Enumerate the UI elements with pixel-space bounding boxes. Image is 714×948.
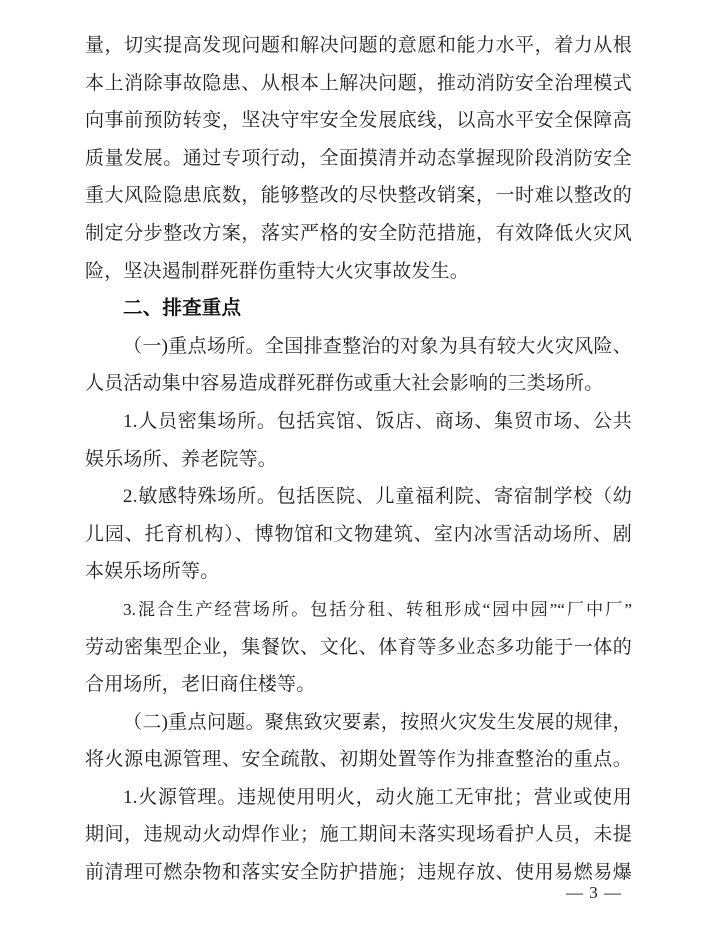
text-line: 前清理可燃杂物和落实安全防护措施；违规存放、使用易燃易爆	[85, 862, 632, 884]
text-line: （二)重点问题。聚焦致灾要素，按照火灾发生发展的规律，	[123, 711, 632, 733]
text-line: 合用场所，老旧商住楼等。	[85, 674, 316, 696]
text-line: 重大风险隐患底数，能够整改的尽快整改销案，一时难以整改的	[85, 185, 632, 207]
text-line: 1.火源管理。违规使用明火，动火施工无审批；营业或使用	[123, 786, 632, 808]
section-heading: 二、排查重点	[123, 297, 242, 320]
text-line: 儿园、托育机构）、博物馆和文物建筑、室内冰雪活动场所、剧	[85, 523, 632, 545]
document-body	[85, 27, 632, 892]
text-line: 2.敏感特殊场所。包括医院、儿童福利院、寄宿制学校（幼	[123, 486, 632, 508]
text-line: 向事前预防转变，坚决守牢安全发展底线，以高水平安全保障高	[85, 110, 632, 132]
text-line: （一)重点场所。全国排查整治的对象为具有较大火灾风险、	[123, 335, 632, 357]
text-line: 量，切实提高发现问题和解决问题的意愿和能力水平，着力从根	[85, 35, 632, 56]
text-line: 险，坚决遏制群死群伤重特大火灾事故发生。	[85, 260, 470, 282]
text-line: 娱乐场所、养老院等。	[85, 448, 278, 470]
text-line: 期间，违规动火动焊作业；施工期间未落实现场看护人员，未提	[85, 824, 632, 846]
text-line: 劳动密集型企业，集餐饮、文化、体育等多业态多功能于一体的	[85, 636, 632, 658]
text-line: 将火源电源管理、安全疏散、初期处置等作为排查整治的重点。	[85, 749, 632, 771]
text-line: 3.混合生产经营场所。包括分租、转租形成“园中园”“厂中厂”	[123, 599, 632, 619]
text-line: 本上消除事故隐患、从根本上解决问题，推动消防安全治理模式	[85, 72, 632, 94]
text-line: 本娱乐场所等。	[85, 561, 220, 583]
text-line: 质量发展。通过专项行动，全面摸清并动态掌握现阶段消防安全	[85, 147, 632, 169]
text-line: 1.人员密集场所。包括宾馆、饭店、商场、集贸市场、公共	[123, 410, 632, 432]
text-line: 人员活动集中容易造成群死群伤或重大社会影响的三类场所。	[85, 373, 604, 395]
page-number: — 3 —	[566, 883, 622, 902]
text-line: 制定分步整改方案，落实严格的安全防范措施，有效降低火灾风	[85, 222, 632, 244]
